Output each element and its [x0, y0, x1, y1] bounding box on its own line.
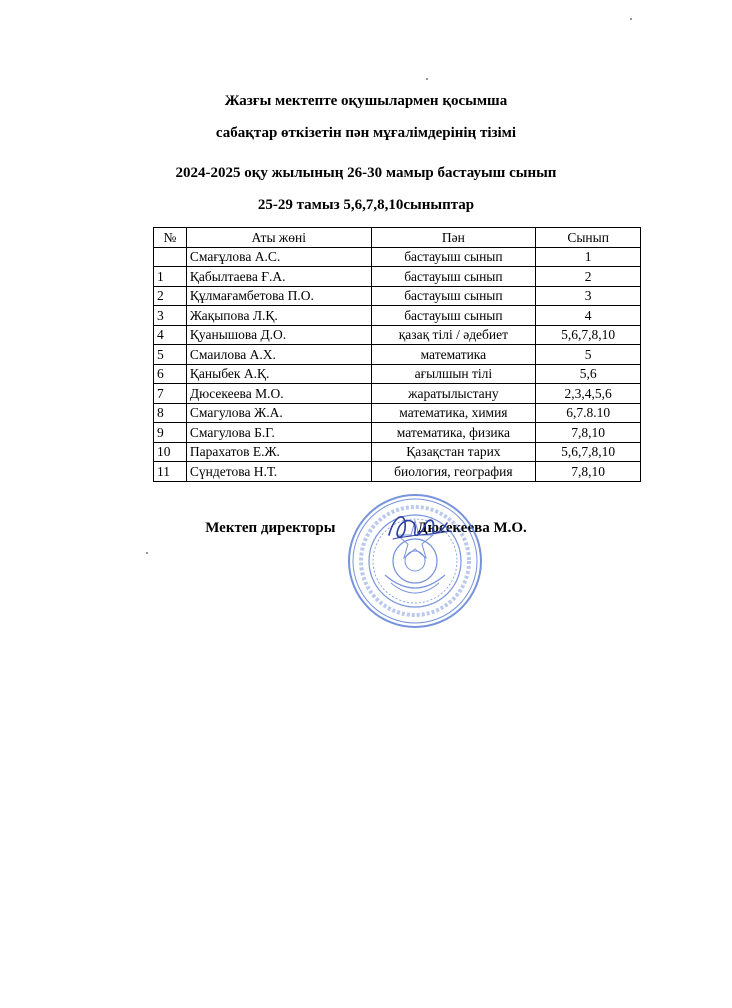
cell-number: 8 — [154, 403, 187, 423]
heading-line-2: сабақтар өткізетін пән мұғалімдерінің тізімі — [215, 125, 517, 141]
cell-number: 7 — [154, 384, 187, 404]
table-row — [154, 384, 641, 404]
cell-teacher-name: Парахатов Е.Ж. — [186, 442, 371, 462]
cell-grade: 5 — [536, 345, 641, 365]
heading-line-4: 25-29 тамыз 5,6,7,8,10сыныптар — [257, 197, 475, 213]
cell-number: 1 — [154, 267, 187, 287]
table-row — [154, 306, 641, 326]
cell-number: 2 — [154, 286, 187, 306]
director-name: Дюсекеева М.О. — [417, 520, 527, 536]
cell-grade: 7,8,10 — [536, 423, 641, 443]
cell-number: 3 — [154, 306, 187, 326]
cell-teacher-name: Сүндетова Н.Т. — [186, 462, 371, 482]
teachers-table — [153, 227, 641, 482]
table-row — [154, 423, 641, 443]
table-row — [154, 325, 641, 345]
cell-subject: бастауыш сынып — [371, 267, 536, 287]
table-header-row — [154, 228, 641, 248]
cell-subject: Қазақстан тарих — [371, 442, 536, 462]
cell-grade: 3 — [536, 286, 641, 306]
cell-number: 6 — [154, 364, 187, 384]
header-number: № — [154, 228, 187, 248]
table-row — [154, 403, 641, 423]
cell-teacher-name: Смагулова Ж.А. — [186, 403, 371, 423]
cell-subject: бастауыш сынып — [371, 306, 536, 326]
cell-grade: 2 — [536, 267, 641, 287]
scan-speck — [630, 18, 632, 20]
cell-grade: 7,8,10 — [536, 462, 641, 482]
cell-subject: жаратылыстану — [371, 384, 536, 404]
cell-teacher-name: Қуанышова Д.О. — [186, 325, 371, 345]
cell-subject: ағылшын тілі — [371, 364, 536, 384]
cell-teacher-name: Жақыпова Л.Қ. — [186, 306, 371, 326]
table-row — [154, 286, 641, 306]
cell-grade: 5,6 — [536, 364, 641, 384]
cell-grade: 2,3,4,5,6 — [536, 384, 641, 404]
cell-grade: 5,6,7,8,10 — [536, 325, 641, 345]
cell-teacher-name: Қаныбек А.Қ. — [186, 364, 371, 384]
cell-subject: қазақ тілі / әдебиет — [371, 325, 536, 345]
cell-number: 4 — [154, 325, 187, 345]
cell-subject: бастауыш сынып — [371, 247, 536, 267]
cell-teacher-name: Смағұлова А.С. — [186, 247, 371, 267]
cell-number: 10 — [154, 442, 187, 462]
table-row — [154, 267, 641, 287]
cell-teacher-name: Құлмағамбетова П.О. — [186, 286, 371, 306]
cell-subject: математика, химия — [371, 403, 536, 423]
table-row — [154, 442, 641, 462]
cell-subject: бастауыш сынып — [371, 286, 536, 306]
heading-line-1: Жазғы мектепте оқушылармен қосымша — [224, 93, 508, 109]
table-row — [154, 462, 641, 482]
cell-number: 5 — [154, 345, 187, 365]
table-row — [154, 345, 641, 365]
cell-teacher-name: Смагулова Б.Г. — [186, 423, 371, 443]
scan-speck — [146, 552, 148, 554]
table-row — [154, 247, 641, 267]
cell-grade: 5,6,7,8,10 — [536, 442, 641, 462]
cell-grade: 1 — [536, 247, 641, 267]
cell-number — [154, 247, 187, 267]
director-title: Мектеп директоры — [205, 520, 336, 536]
cell-grade: 6,7.8.10 — [536, 403, 641, 423]
cell-teacher-name: Смаилова А.Х. — [186, 345, 371, 365]
cell-subject: математика — [371, 345, 536, 365]
table-row — [154, 364, 641, 384]
cell-grade: 4 — [536, 306, 641, 326]
cell-subject: биология, география — [371, 462, 536, 482]
header-name: Аты жөні — [186, 228, 371, 248]
scan-speck — [426, 78, 428, 80]
cell-number: 9 — [154, 423, 187, 443]
director-signature — [385, 505, 455, 547]
cell-subject: математика, физика — [371, 423, 536, 443]
heading-line-3: 2024-2025 оқу жылының 26-30 мамыр бастауыш сынып — [175, 165, 557, 181]
header-grade: Сынып — [536, 228, 641, 248]
cell-teacher-name: Қабылтаева Ғ.А. — [186, 267, 371, 287]
header-subject: Пән — [371, 228, 536, 248]
cell-number: 11 — [154, 462, 187, 482]
cell-teacher-name: Дюсекеева М.О. — [186, 384, 371, 404]
